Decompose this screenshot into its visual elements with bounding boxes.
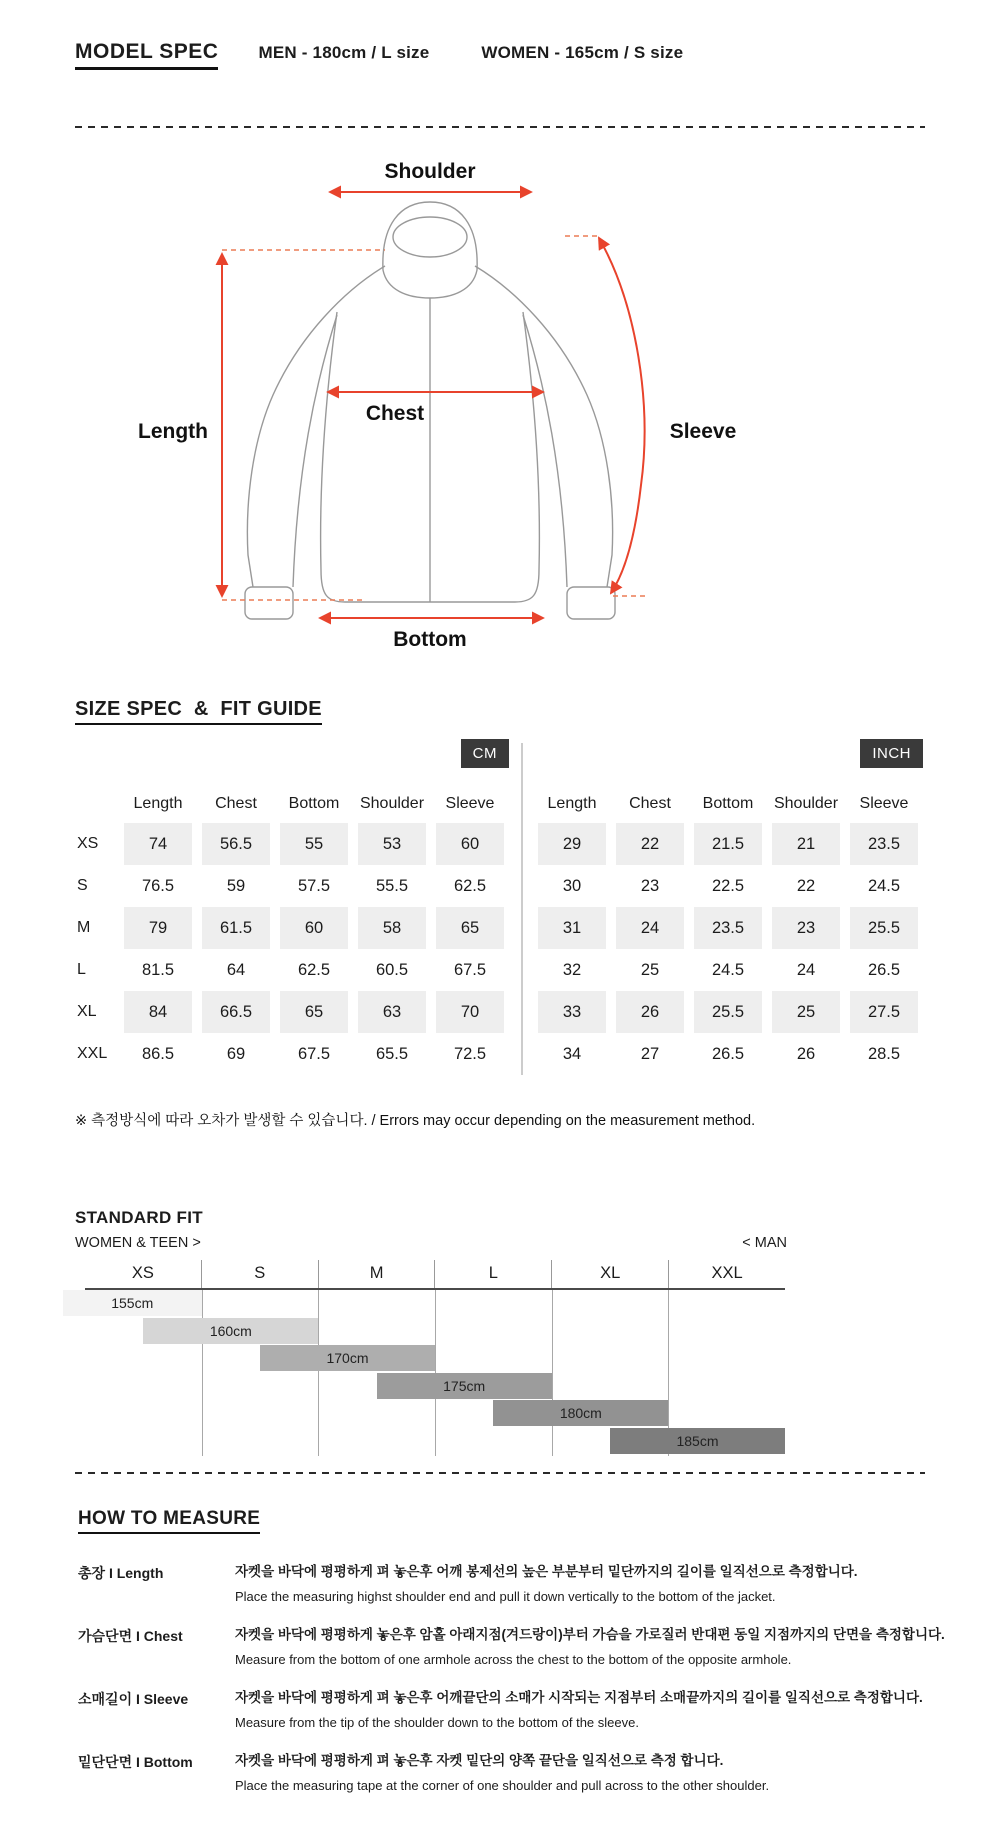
cm-value: 86.5 — [141, 1044, 175, 1063]
inch-value: 26 — [616, 991, 684, 1033]
measure-row-label: 총장 I Length — [78, 1565, 164, 1581]
inch-col-header: Shoulder — [773, 795, 839, 812]
cm-value: 65.5 — [375, 1044, 409, 1063]
cm-badge: CM — [461, 739, 509, 768]
measure-row — [78, 1686, 988, 1735]
inch-value: 25.5 — [850, 907, 918, 949]
cm-value: 84 — [124, 991, 192, 1033]
fit-gridline — [318, 1290, 319, 1456]
inch-col-header: Bottom — [702, 795, 754, 812]
measure-row-desc — [235, 1686, 923, 1735]
fit-size-headers — [85, 1260, 785, 1288]
chest-label: Chest — [365, 402, 425, 425]
inch-badge-row — [533, 739, 923, 785]
sleeve-label: Sleeve — [669, 420, 737, 443]
inch-value: 24 — [616, 907, 684, 949]
size-tables — [75, 739, 925, 1075]
sleeve-arrow — [599, 238, 645, 593]
size-spec-title: SIZE SPEC & FIT GUIDE — [75, 698, 322, 725]
size-row-label: XXL — [77, 1045, 108, 1062]
cm-value: 58 — [358, 907, 426, 949]
fit-size-label: XS — [131, 1264, 154, 1282]
inch-value: 33 — [538, 991, 606, 1033]
measure-arrows — [222, 192, 645, 618]
cm-value: 61.5 — [202, 907, 270, 949]
fit-gridline — [202, 1290, 203, 1456]
model-spec-women: WOMEN - 165cm / S size — [481, 43, 684, 62]
fit-bar: 160cm — [143, 1318, 318, 1344]
fit-bar: 175cm — [377, 1373, 552, 1399]
cm-value: 57.5 — [297, 876, 331, 895]
cm-value: 65 — [436, 907, 504, 949]
cm-value: 81.5 — [141, 960, 175, 979]
how-to-measure-section — [78, 1508, 988, 1798]
fit-bar: 185cm — [610, 1428, 785, 1454]
cm-value: 62.5 — [297, 960, 331, 979]
inch-value: 32 — [562, 960, 582, 979]
fit-size-label: XL — [551, 1260, 668, 1288]
cm-value: 67.5 — [297, 1044, 331, 1063]
standard-fit-title: STANDARD FIT — [75, 1208, 203, 1227]
fit-size-label: M — [318, 1260, 435, 1288]
fit-sub-labels — [75, 1235, 787, 1251]
inch-value: 25 — [640, 960, 660, 979]
inch-value: 27.5 — [850, 991, 918, 1033]
cm-value: 64 — [226, 960, 246, 979]
measure-row-desc — [235, 1560, 858, 1609]
fit-chart — [85, 1260, 785, 1460]
inch-value: 29 — [538, 823, 606, 865]
how-to-measure-rows — [78, 1560, 988, 1798]
measure-row-label: 소매길이 I Sleeve — [78, 1691, 189, 1708]
inch-badge: INCH — [860, 739, 923, 768]
cm-value: 67.5 — [453, 960, 487, 979]
jacket-outline — [245, 202, 615, 619]
cm-value: 55 — [280, 823, 348, 865]
measure-row-desc — [235, 1623, 945, 1672]
fit-bar: 170cm — [260, 1345, 435, 1371]
cm-grid — [75, 785, 509, 1075]
inch-grid — [533, 785, 923, 1075]
cm-value: 60 — [436, 823, 504, 865]
measure-row-label: 가슴단면 I Chest — [78, 1628, 183, 1645]
inch-value: 31 — [538, 907, 606, 949]
inch-value: 24.5 — [711, 960, 745, 979]
inch-value: 27 — [640, 1044, 660, 1063]
measure-desc-korean: 자켓을 바닥에 평평하게 펴 놓은후 어깨 봉제선의 높은 부분부터 밑단까지의 길이를 일직선으로 측정합니다. — [235, 1564, 858, 1579]
standard-fit-section — [75, 1208, 925, 1460]
inch-value: 26.5 — [867, 960, 901, 979]
inch-col-header: Chest — [629, 795, 671, 812]
inch-col-header: Length — [547, 795, 597, 812]
cm-value: 63 — [358, 991, 426, 1033]
cm-value: 79 — [124, 907, 192, 949]
how-to-measure-title: HOW TO MEASURE — [78, 1508, 260, 1534]
inch-value: 23 — [640, 876, 660, 895]
cm-table — [75, 739, 509, 1075]
fit-women-teen-label: WOMEN & TEEN > — [75, 1235, 201, 1251]
measure-desc-korean: 자켓을 바닥에 평평하게 펴 놓은후 자켓 밑단의 양쪽 끝단을 일직선으로 측정 합니다. — [235, 1753, 724, 1769]
cm-col-header: Bottom — [288, 795, 340, 812]
inch-value: 26 — [796, 1044, 816, 1063]
inch-value: 26.5 — [711, 1044, 745, 1063]
jacket-measure-diagram — [75, 140, 925, 655]
size-spec-section — [75, 698, 925, 1130]
model-spec-title: MODEL SPEC — [75, 40, 218, 70]
shoulder-label: Shoulder — [384, 160, 476, 183]
inch-value: 25 — [772, 991, 840, 1033]
cm-col-header: Length — [133, 795, 183, 812]
inch-value: 24.5 — [867, 876, 901, 895]
size-row-label: M — [77, 919, 91, 936]
measure-row-desc — [235, 1749, 769, 1798]
inch-value: 34 — [562, 1044, 582, 1063]
cm-value: 69 — [226, 1044, 246, 1063]
dashed-divider-bottom — [75, 1472, 925, 1474]
inch-value: 23.5 — [850, 823, 918, 865]
size-row-label: L — [77, 961, 86, 978]
inch-value: 24 — [796, 960, 816, 979]
fit-size-label: S — [201, 1260, 318, 1288]
inch-value: 23.5 — [694, 907, 762, 949]
bottom-label: Bottom — [393, 628, 467, 651]
measure-row — [78, 1749, 988, 1798]
cm-value: 60 — [280, 907, 348, 949]
cm-value: 60.5 — [375, 960, 409, 979]
measurement-note: ※ 측정방식에 따라 오차가 발생할 수 있습니다. / Errors may occur depending on the measurement method. — [75, 1113, 756, 1129]
inch-value: 30 — [562, 876, 582, 895]
cm-value: 66.5 — [202, 991, 270, 1033]
inch-value: 21.5 — [694, 823, 762, 865]
model-spec-header — [75, 40, 683, 70]
size-row-label: S — [77, 877, 88, 894]
table-corner — [75, 785, 119, 823]
size-row-label: XS — [77, 835, 99, 852]
model-spec-men: MEN - 180cm / L size — [258, 43, 430, 62]
measure-row — [78, 1623, 988, 1672]
cm-value: 56.5 — [202, 823, 270, 865]
measure-desc-korean: 자켓을 바닥에 평평하게 펴 놓은후 어깨끝단의 소매가 시작되는 지점부터 소매끝까지의 길이를 일직선으로 측정합니다. — [235, 1690, 923, 1706]
inch-value: 25.5 — [694, 991, 762, 1033]
size-row-label: XL — [77, 1003, 97, 1020]
cm-col-header: Chest — [215, 795, 257, 812]
cm-value: 70 — [436, 991, 504, 1033]
measure-desc-english: Measure from the tip of the shoulder down to the bottom of the sleeve. — [235, 1715, 639, 1730]
fit-size-label: L — [434, 1260, 551, 1288]
cm-col-header: Sleeve — [445, 795, 495, 812]
fit-bar: 155cm — [63, 1290, 202, 1316]
dashed-divider-top — [75, 126, 925, 128]
measure-row — [78, 1560, 988, 1609]
tables-divider — [521, 743, 523, 1075]
fit-bars — [85, 1290, 785, 1460]
cm-value: 59 — [226, 876, 246, 895]
fit-size-label: XXL — [668, 1260, 785, 1288]
cm-value: 72.5 — [453, 1044, 487, 1063]
inch-value: 23 — [772, 907, 840, 949]
fit-gridline — [552, 1290, 553, 1456]
measure-desc-english: Place the measuring highst shoulder end and pull it down vertically to the bottom of the jacket. — [235, 1588, 776, 1604]
cm-value: 62.5 — [453, 876, 487, 895]
fit-bar: 180cm — [493, 1400, 668, 1426]
inch-value: 21 — [772, 823, 840, 865]
cm-value: 55.5 — [375, 876, 409, 895]
measure-desc-english: Measure from the bottom of one armhole across the chest to the bottom of the opposite armhole. — [235, 1651, 792, 1667]
measure-desc-english: Place the measuring tape at the corner of one shoulder and pull across to the other shoulder. — [235, 1778, 770, 1794]
measure-guide-dashes — [222, 236, 647, 600]
measure-desc-korean: 자켓을 바닥에 평평하게 놓은후 암홀 아래지점(겨드랑이)부터 가슴을 가로질러 반대편 동일 지점까지의 단면을 측정합니다. — [235, 1627, 945, 1643]
inch-value: 28.5 — [867, 1044, 901, 1063]
cm-col-header: Shoulder — [359, 795, 425, 812]
fit-man-label: < MAN — [742, 1235, 787, 1251]
inch-table — [533, 739, 923, 1075]
cm-value: 76.5 — [141, 876, 175, 895]
cm-value: 74 — [124, 823, 192, 865]
length-label: Length — [138, 420, 208, 443]
measure-row-label: 밑단단면 I Bottom — [78, 1754, 193, 1771]
cm-value: 65 — [280, 991, 348, 1033]
inch-col-header: Sleeve — [859, 795, 909, 812]
inch-value: 22 — [796, 876, 816, 895]
cm-badge-row — [75, 739, 509, 785]
inch-value: 22 — [616, 823, 684, 865]
inch-value: 22.5 — [711, 876, 745, 895]
cm-value: 53 — [358, 823, 426, 865]
